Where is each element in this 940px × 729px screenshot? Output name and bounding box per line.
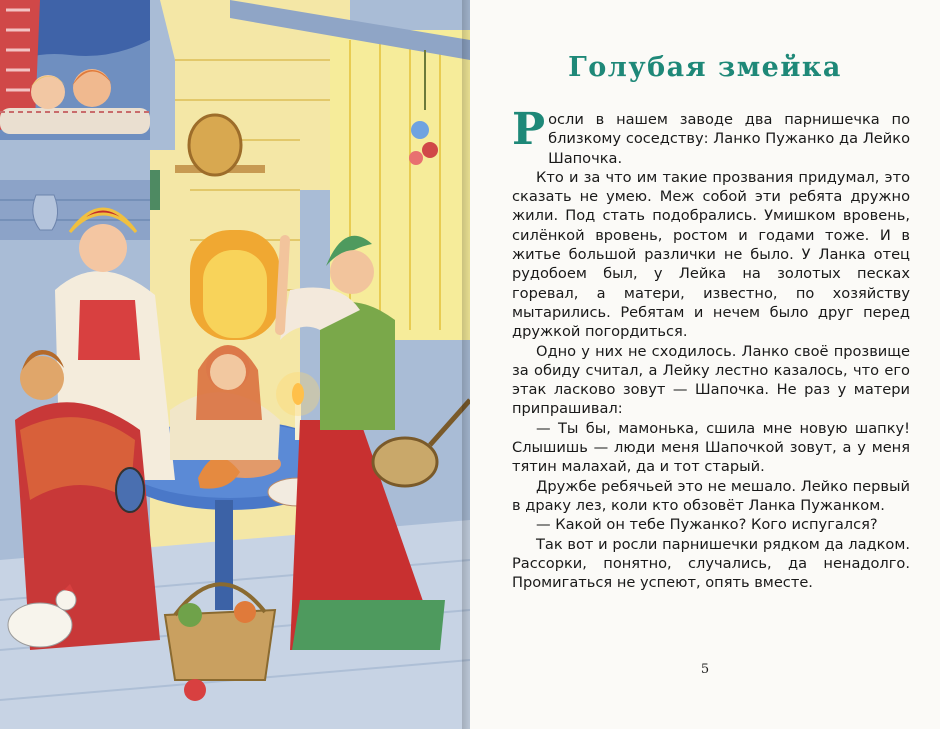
- chapter-title: Голубая змейка: [568, 52, 842, 83]
- paragraph: Кто и за что им такие прозвания придумал, это сказать не умею. Меж собой эти ребята дружно жили. Под стать подобрались. Умишком вровень, силёнкой вровень, ростом и годами тоже. И в житье большой различки не было. У Ланка отец рудобоем был, у Лейка на золотых песках горевал, а матери, известно, по хозяйству мытарились. Ребятам и нечем было друг перед дружкой погордиться.: [512, 168, 910, 341]
- text-page: [470, 0, 940, 729]
- paragraph: Так вот и росли парнишечки рядком да ладком. Рассорки, понятно, случались, да ненадолго. Промигаться не успеют, опять вместе.: [512, 535, 910, 592]
- paragraph: — Ты бы, мамонька, сшила мне новую шапку! Слышишь — люди меня Шапочкой зовут, а у меня тятин малахай, да и тот старый.: [512, 419, 910, 476]
- paragraph: Дружбе ребячьей это не мешало. Лейко первый в драку лез, коли кто обзовёт Ланка Пужанком.: [512, 477, 910, 514]
- story-text: [512, 104, 910, 592]
- book-gutter: [462, 0, 470, 729]
- paragraph: [512, 104, 910, 168]
- paragraph-text: осли в нашем заводе два парнишечка по близкому соседству: Ланко Пужанко да Лейко Шапочка.: [548, 111, 910, 167]
- paragraph: — Какой он тебе Пужанко? Кого испугался?: [536, 516, 878, 534]
- drop-cap: Р: [512, 104, 546, 155]
- paragraph: Одно у них не сходилось. Ланко своё прозвище за обиду считал, а Лейку лестно казалось, что его этак ласково зовут — Шапочка. Не раз у матери припрашивал:: [512, 342, 910, 418]
- page-number: 5: [700, 662, 710, 677]
